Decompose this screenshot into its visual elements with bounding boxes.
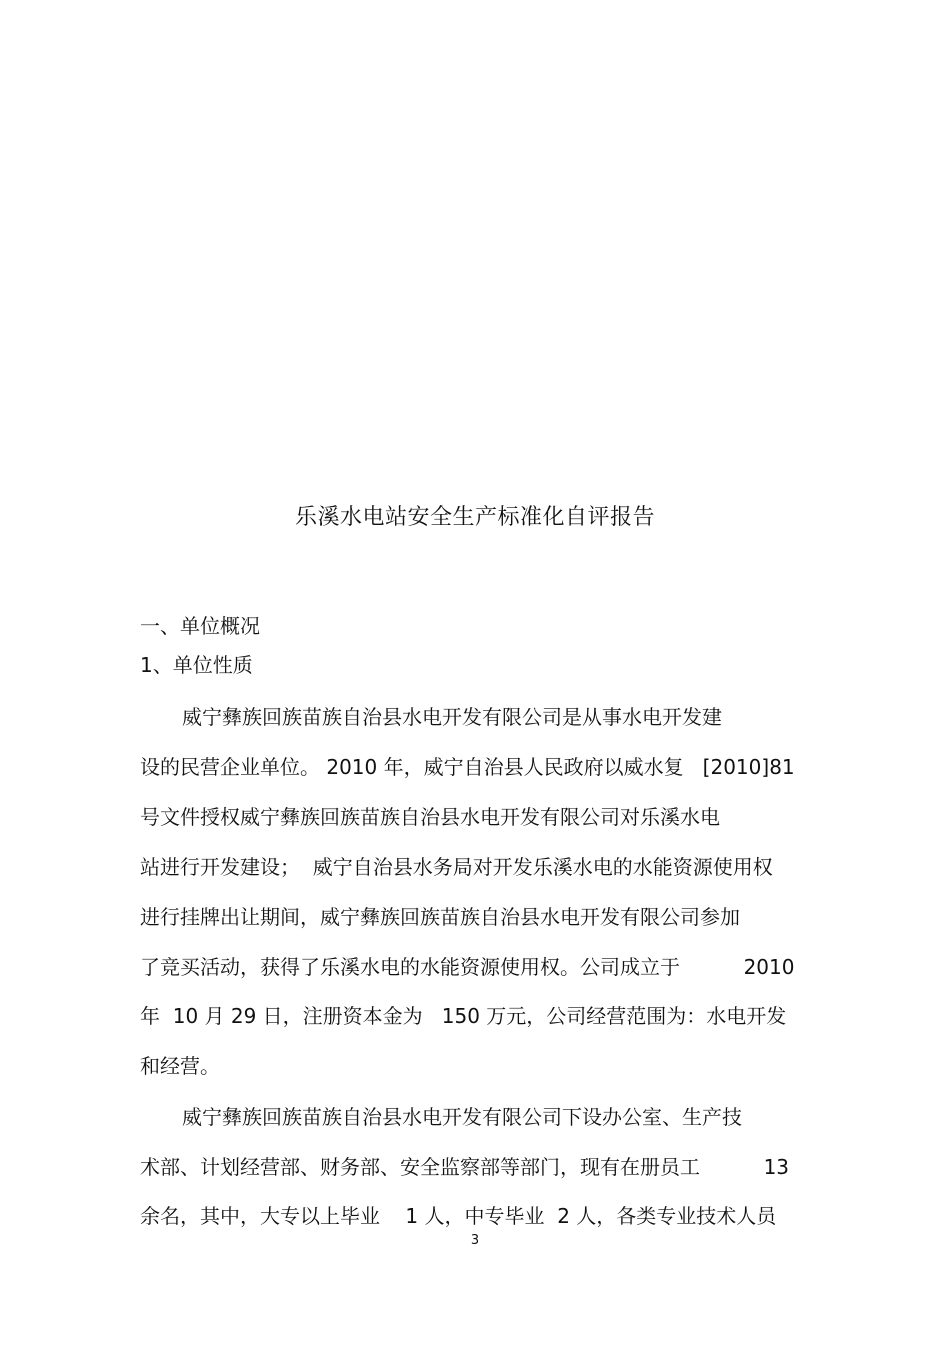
paragraph-line: 和经营。 [140, 1054, 220, 1078]
document-title: 乐溪水电站安全生产标准化自评报告 [294, 505, 655, 530]
paragraph-line: 余名，其中，大专以上毕业 1 人，中专毕业 2 人，各类专业技术人员 [140, 1204, 777, 1228]
paragraph-line: 了竞买活动，获得了乐溪水电的水能资源使用权。公司成立于 2010 [140, 955, 795, 979]
paragraph-line: 威宁彝族回族苗族自治县水电开发有限公司下设办公室、生产技 [182, 1105, 742, 1129]
paragraph-line: 年 10 月 29 日，注册资本金为 150 万元，公司经营范围为：水电开发 [140, 1004, 787, 1028]
page-number: 3 [470, 1233, 480, 1248]
paragraph-line: 术部、计划经营部、财务部、安全监察部等部门，现有在册员工 13 [140, 1155, 790, 1179]
paragraph-line: 号文件授权威宁彝族回族苗族自治县水电开发有限公司对乐溪水电 [140, 805, 720, 829]
section-heading: 一、单位概况 [140, 614, 260, 638]
paragraph-line: 进行挂牌出让期间，威宁彝族回族苗族自治县水电开发有限公司参加 [140, 905, 740, 929]
subsection-heading: 1、单位性质 [140, 653, 253, 677]
paragraph-line: 威宁彝族回族苗族自治县水电开发有限公司是从事水电开发建 [182, 705, 722, 729]
paragraph-line: 站进行开发建设； 威宁自治县水务局对开发乐溪水电的水能资源使用权 [140, 855, 773, 879]
paragraph-line: 设的民营企业单位。 2010 年，威宁自治县人民政府以威水复 [2010]81 [140, 755, 795, 779]
